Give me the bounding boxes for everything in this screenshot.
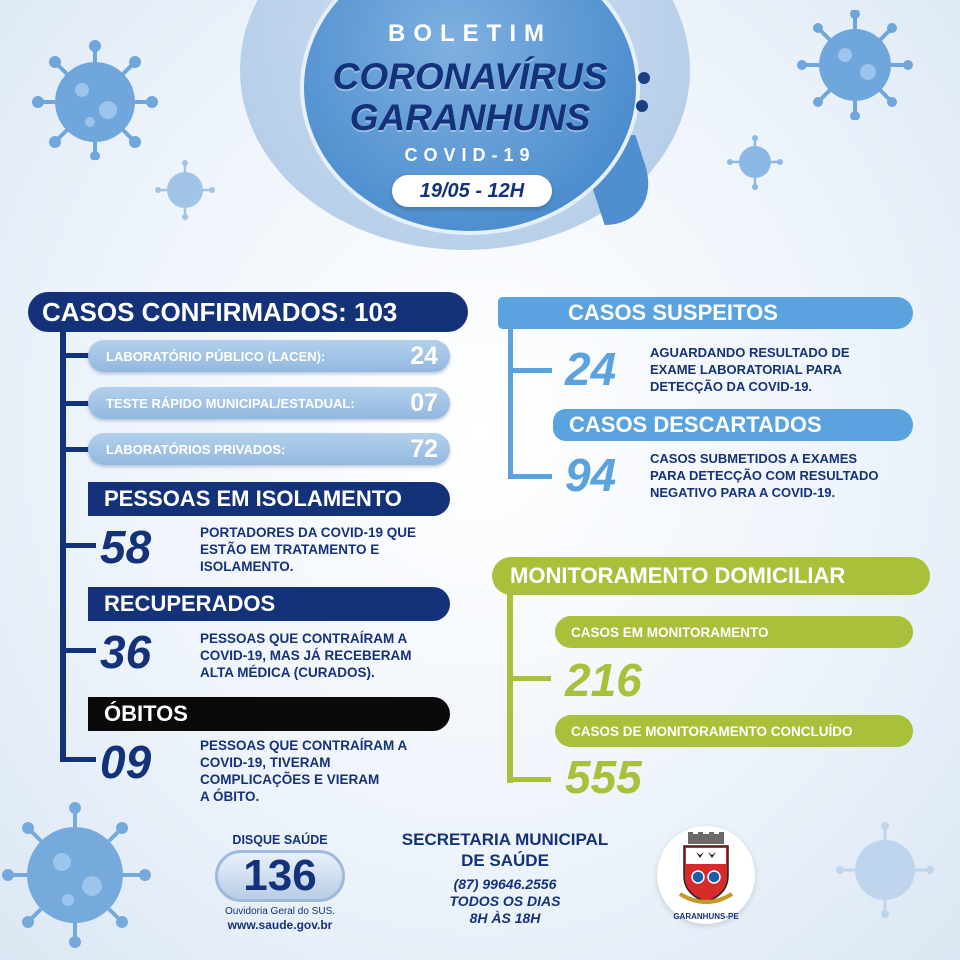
isolamento-title: PESSOAS EM ISOLAMENTO: [104, 486, 402, 511]
isolamento-desc: [200, 524, 460, 575]
date-badge: 19/05 - 12H: [392, 175, 552, 207]
phone-number: (87) 99646.2556: [453, 876, 557, 892]
virus-icon: [20, 40, 170, 160]
tree-line: [508, 327, 513, 479]
seal-caption: GARANHUNS-PE: [673, 912, 739, 921]
tree-branch: [508, 368, 552, 373]
confirmed-item-label: LABORATÓRIO PÚBLICO (LACEN):: [106, 348, 326, 364]
tree-branch: [60, 648, 96, 653]
monitoramento-em-label: CASOS EM MONITORAMENTO: [555, 616, 913, 648]
isolamento-header: [88, 482, 450, 516]
recuperados-desc: [200, 630, 460, 681]
tree-line: [507, 593, 513, 783]
confirmed-item-value: 72: [410, 434, 438, 463]
hotline-number: 136: [215, 850, 345, 902]
confirmed-header: [28, 292, 468, 332]
confirmed-item-label: LABORATÓRIOS PRIVADOS:: [106, 441, 286, 457]
suspeitos-desc: [650, 344, 910, 395]
tree-branch: [60, 757, 96, 762]
page-title-line2: GARANHUNS: [349, 97, 591, 138]
boletim-label: BOLETIM: [388, 20, 552, 47]
desc-line: PORTADORES DA COVID-19 QUE: [200, 525, 417, 540]
confirmed-item-label: TESTE RÁPIDO MUNICIPAL/ESTADUAL:: [106, 395, 355, 411]
suspeitos-value: 24: [565, 343, 617, 395]
isolamento-value: 58: [100, 521, 152, 573]
monitoramento-concluido-label: CASOS DE MONITORAMENTO CONCLUÍDO: [555, 715, 913, 747]
obitos-header: [88, 697, 450, 731]
confirmed-item-value: 24: [410, 341, 438, 370]
desc-line: PARA DETECÇÃO COM RESULTADO: [650, 468, 879, 483]
desc-line: PESSOAS QUE CONTRAÍRAM A: [200, 631, 408, 646]
confirmed-item-privados: [88, 433, 450, 465]
virus-icon: [790, 10, 920, 120]
confirmed-item-lacen: [88, 340, 450, 372]
tree-branch: [60, 543, 96, 548]
descartados-title: CASOS DESCARTADOS: [569, 412, 822, 437]
desc-line: EXAME LABORATORIAL PARA: [650, 362, 842, 377]
virus-icon: [150, 160, 220, 220]
ouvidoria-label: Ouvidoria Geral do SUS.: [224, 906, 336, 917]
confirmed-item-teste-rapido: [88, 387, 450, 419]
confirmed-item-value: 07: [410, 388, 438, 417]
city-coat-of-arms-icon: [676, 832, 736, 910]
website-link[interactable]: www.saude.gov.br: [227, 918, 333, 932]
recuperados-header: [88, 587, 450, 621]
obitos-desc: [200, 737, 460, 805]
confirmed-title: CASOS CONFIRMADOS: 103: [42, 296, 398, 327]
desc-line: PESSOAS QUE CONTRAÍRAM A: [200, 738, 408, 753]
tree-branch: [60, 401, 90, 406]
subtitle: COVID-19: [404, 145, 536, 165]
monitoramento-concluido-value: 555: [565, 751, 642, 803]
tree-branch: [507, 777, 551, 782]
descartados-header: [553, 409, 913, 441]
virus-icon: [0, 800, 170, 950]
suspeitos-header: [498, 297, 913, 329]
obitos-value: 09: [100, 736, 152, 788]
schedule-hours: 8H ÀS 18H: [469, 910, 541, 926]
obitos-title: ÓBITOS: [104, 701, 188, 726]
secretaria-title-line2: DE SAÚDE: [461, 851, 549, 870]
desc-line: COVID-19, TIVERAM: [200, 755, 331, 770]
desc-line: A ÓBITO.: [200, 789, 260, 804]
recuperados-title: RECUPERADOS: [104, 591, 276, 616]
descartados-desc: [650, 450, 920, 501]
virus-icon: [725, 135, 785, 190]
virus-icon: [830, 820, 940, 920]
desc-line: ALTA MÉDICA (CURADOS).: [200, 665, 375, 680]
recuperados-value: 36: [100, 626, 152, 678]
suspeitos-title: CASOS SUSPEITOS: [568, 300, 778, 325]
desc-line: NEGATIVO PARA A COVID-19.: [650, 485, 836, 500]
tree-branch: [60, 353, 90, 358]
tree-branch: [60, 447, 90, 452]
desc-line: ISOLAMENTO.: [200, 559, 294, 574]
tree-branch: [508, 474, 552, 479]
monitoramento-header: [492, 557, 930, 595]
monitoramento-title: MONITORAMENTO DOMICILIAR: [510, 563, 846, 588]
tree-branch: [507, 676, 551, 681]
secretaria-title-line1: SECRETARIA MUNICIPAL: [401, 830, 609, 849]
schedule-days: TODOS OS DIAS: [449, 893, 561, 909]
desc-line: COVID-19, MAS JÁ RECEBERAM: [200, 648, 412, 663]
desc-line: AGUARDANDO RESULTADO DE: [650, 345, 850, 360]
desc-line: CASOS SUBMETIDOS A EXAMES: [650, 451, 858, 466]
monitoramento-em-value: 216: [565, 654, 642, 706]
desc-line: COMPLICAÇÕES E VIERAM: [200, 772, 380, 787]
disque-saude-label: DISQUE SAÚDE: [232, 833, 328, 847]
descartados-value: 94: [565, 449, 617, 501]
desc-line: DETECÇÃO DA COVID-19.: [650, 379, 813, 394]
page-title-line1: CORONAVÍRUS: [332, 56, 608, 97]
desc-line: ESTÃO EM TRATAMENTO E: [200, 542, 380, 557]
